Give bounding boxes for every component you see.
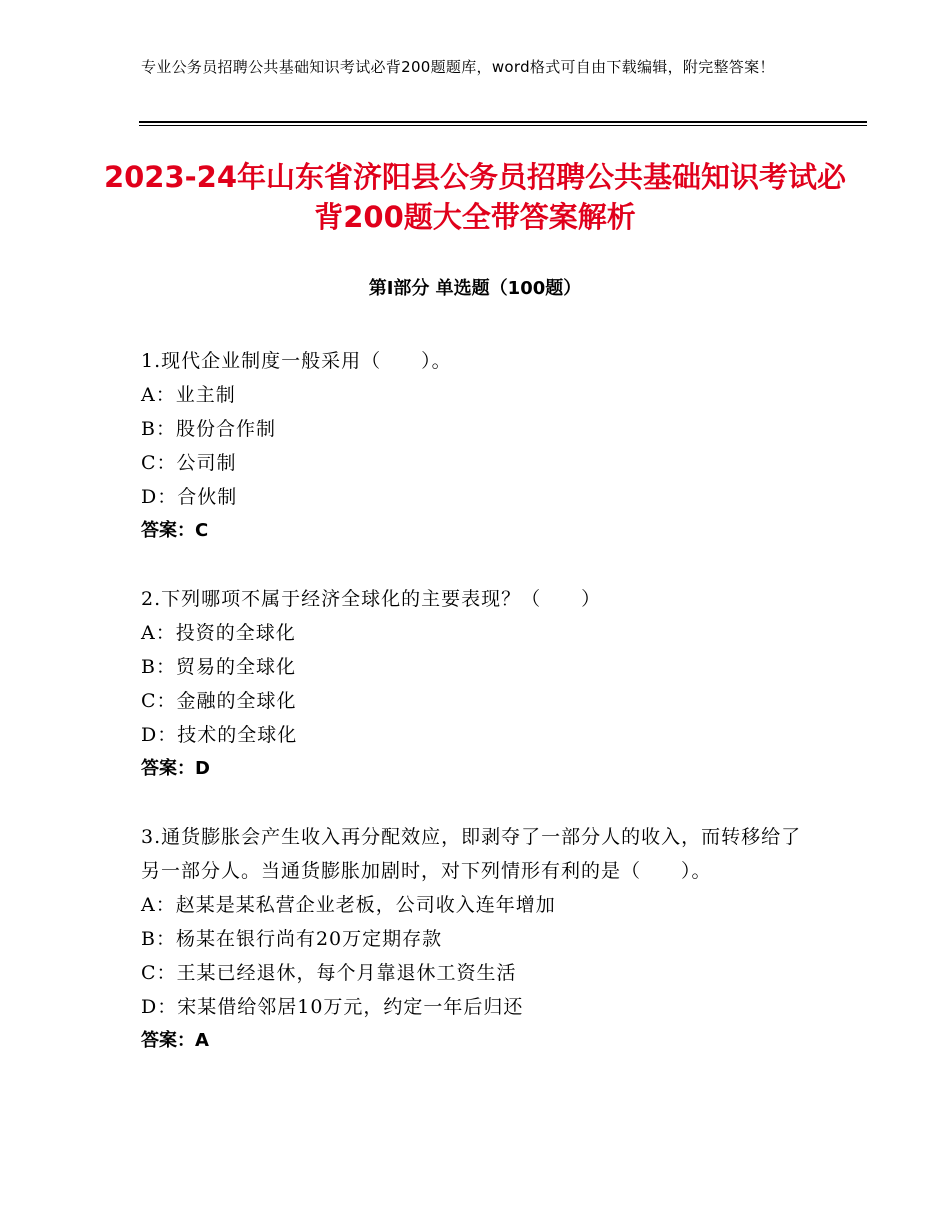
question-stem: 1.现代企业制度一般采用（ ）。 xyxy=(141,350,452,372)
option-b: B：股份合作制 xyxy=(141,418,276,440)
question-list xyxy=(141,344,821,1092)
option-b: B：杨某在银行尚有20万定期存款 xyxy=(141,928,443,950)
header-divider-thin xyxy=(139,125,867,126)
option-c: C：金融的全球化 xyxy=(141,690,297,712)
section-heading: 第Ⅰ部分 单选题（100题） xyxy=(368,278,582,299)
option-a: A：业主制 xyxy=(141,384,236,406)
question-stem: 2.下列哪项不属于经济全球化的主要表现？（ ） xyxy=(141,588,602,610)
question-3 xyxy=(141,820,821,1058)
header-divider-thick xyxy=(139,121,867,123)
question-1 xyxy=(141,344,821,548)
answer: 答案：A xyxy=(141,1030,209,1051)
option-c: C：王某已经退休，每个月靠退休工资生活 xyxy=(141,962,517,984)
question-2 xyxy=(141,582,821,786)
document-title: 2023-24年山东省济阳县公务员招聘公共基础知识考试必背200题大全带答案解析 xyxy=(103,160,847,234)
option-a: A：投资的全球化 xyxy=(141,622,296,644)
option-c: C：公司制 xyxy=(141,452,237,474)
option-d: D：技术的全球化 xyxy=(141,724,298,746)
option-d: D：合伙制 xyxy=(141,486,238,508)
option-d: D：宋某借给邻居10万元，约定一年后归还 xyxy=(141,996,524,1018)
answer: 答案：C xyxy=(141,520,209,541)
header-note: 专业公务员招聘公共基础知识考试必背200题题库，word格式可自由下载编辑，附完整答案！ xyxy=(141,58,775,76)
question-stem: 3.通货膨胀会产生收入再分配效应，即剥夺了一部分人的收入，而转移给了另一部分人。当通货膨胀加剧时，对下列情形有利的是（ ）。 xyxy=(141,826,802,882)
option-a: A：赵某是某私营企业老板，公司收入连年增加 xyxy=(141,894,556,916)
answer: 答案：D xyxy=(141,758,210,779)
option-b: B：贸易的全球化 xyxy=(141,656,296,678)
